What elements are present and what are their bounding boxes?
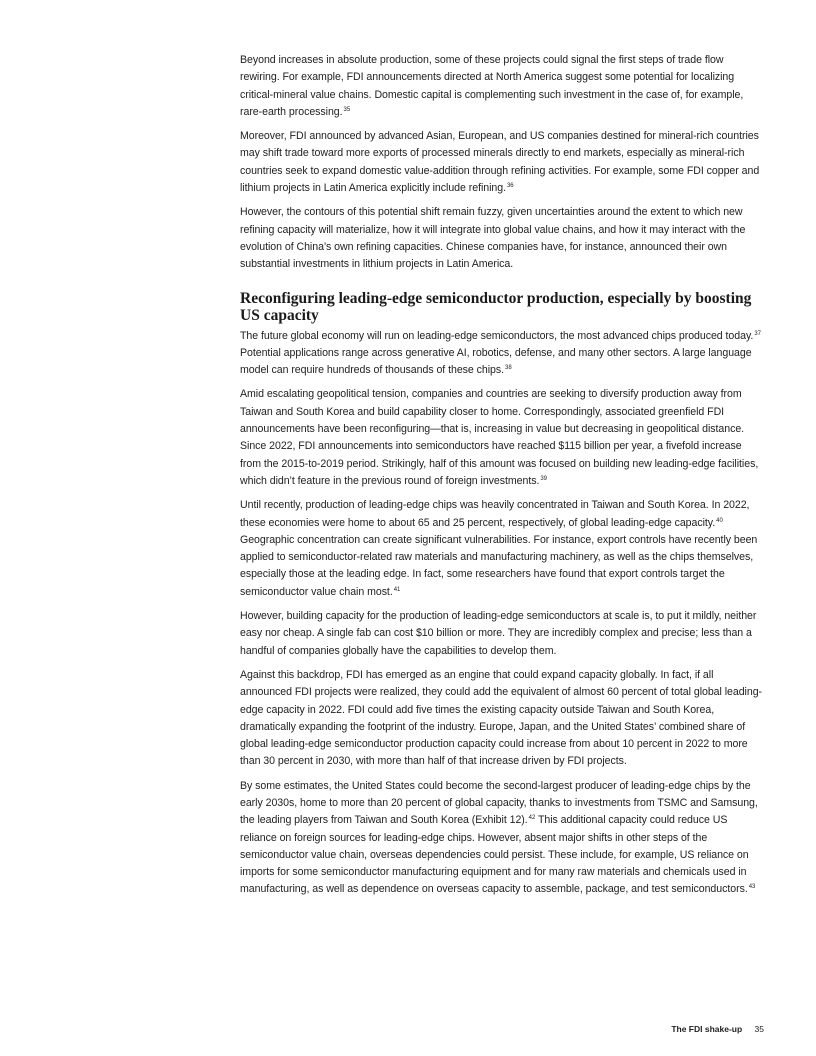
paragraph-text: This additional capacity could reduce US reliance on foreign sources for leading-edge chips. However, absent major shifts in other steps of the semiconductor value chain, overseas dependencies could persist. These include, for example, US reliance on imports for some semiconductor manufacturing equipment and for many raw materials and chemicals used in manufacturing, as well as dependence on overseas capacity to assemble, package, and test semiconductors. xyxy=(240,814,749,896)
paragraph-text: Until recently, production of leading-edge chips was heavily concentrated in Taiwan and South Korea. In 2022, these economies were home to about 65 and 25 percent, respectively, of global leading-edge capacity. xyxy=(240,499,750,529)
footer-title: The FDI shake-up xyxy=(671,1024,743,1034)
paragraph-building-capacity xyxy=(240,608,764,660)
paragraph-text: The future global economy will run on leading-edge semiconductors, the most advanced chips produced today. xyxy=(240,329,754,342)
paragraph-text: Geographic concentration can create significant vulnerabilities. For instance, export controls have recently been applied to semiconductor-related raw materials and manufacturing machinery, as well as the chips themselves, especially those at the leading edge. In fact, some researchers have found that export controls target the semiconductor value chain most. xyxy=(240,533,758,598)
section-heading: Reconfiguring leading-edge semiconductor production, especially by boosting US capacity xyxy=(240,289,752,324)
paragraph-text: Against this backdrop, FDI has emerged as an engine that could expand capacity globally. In fact, if all announced FDI projects were realized, they could add the equivalent of almost 60 percent of total global leading-edge capacity in 2022. FDI could add five times the existing capacity outside Taiwan and South Korea, dramatically expanding the footprint of the industry. Europe, Japan, and the United States’ combined share of global leading-edge semiconductor production capacity could increase from about 10 percent in 2022 to more than 30 percent in 2030, with more than half of that increase driven by FDI projects. xyxy=(240,668,763,768)
paragraph-contours xyxy=(240,204,764,273)
footnote-ref[interactable]: 36 xyxy=(507,183,514,190)
paragraph-trade-flow xyxy=(240,52,764,121)
paragraph-text: Potential applications range across generative AI, robotics, defense, and many other sectors. A large language model can require hundreds of thousands of these chips. xyxy=(240,346,752,377)
paragraph-concentration xyxy=(240,497,764,601)
footnote-ref[interactable]: 37 xyxy=(754,330,761,337)
article-body xyxy=(240,52,764,906)
footnote-ref[interactable]: 42 xyxy=(528,815,536,822)
footnote-ref[interactable]: 41 xyxy=(393,586,401,593)
paragraph-text: Beyond increases in absolute production, some of these projects could signal the first steps of trade flow rewiring. For example, FDI announcements directed at North America suggest some potential for localizing critical-mineral value chains. Domestic capital is complementing such investment in the case of, for example, rare-earth processing. xyxy=(240,54,744,118)
page-footer xyxy=(671,1024,764,1034)
paragraph-backdrop xyxy=(240,667,764,771)
paragraph-text: Amid escalating geopolitical tension, companies and countries are seeking to diversify production away from Taiwan and South Korea and build capability closer to home. Correspondingly, associated greenfield FDI announcements have been reconfiguring—that is, increasing in value but decreasing in geopolitical distance. Since 2022, FDI announcements into semiconductors have reached $115 billion per year, a fivefold increase from the 2015-to-2019 period. Strikingly, half of this amount was focused on building new leading-edge facilities, which didn’t feature in the previous round of foreign investments. xyxy=(240,388,759,487)
footnote-ref[interactable]: 43 xyxy=(748,884,756,891)
paragraph-text: However, the contours of this potential shift remain fuzzy, given uncertainties around the extent to which new refining capacity will materialize, how it will integrate into global value chains, and how it may interact with the evolution of China’s own refining capacities. Chinese companies have, for instance, announced their own substantial investments in lithium projects in Latin America. xyxy=(240,206,746,271)
page-number: 35 xyxy=(754,1024,764,1034)
paragraph-geopolitical-tension xyxy=(240,386,764,490)
footnote-ref[interactable]: 38 xyxy=(505,365,512,372)
paragraph-mineral-rich xyxy=(240,128,764,197)
footnote-ref[interactable]: 39 xyxy=(540,475,547,482)
footnote-ref[interactable]: 35 xyxy=(343,106,351,113)
footnote-ref[interactable]: 40 xyxy=(716,517,723,524)
paragraph-us-producer xyxy=(240,778,764,899)
paragraph-text: By some estimates, the United States could become the second-largest producer of leading-edge chips by the early 2030s, home to more than 20 percent of global capacity, thanks to investments from TSMC and Samsung, the leading players from Taiwan and South Korea (Exhibit 12). xyxy=(240,779,758,827)
paragraph-text: However, building capacity for the production of leading-edge semiconductors at scale is, to put it mildly, neither easy nor cheap. A single fab can cost $10 billion or more. They are incredibly complex and precise; less than a handful of companies globally have the capabilities to develop them. xyxy=(240,610,757,657)
paragraph-text: Moreover, FDI announced by advanced Asian, European, and US companies destined for mineral-rich countries may shift trade toward more exports of processed minerals directly to end markets, especially as mineral-rich countries seek to expand domestic value-addition through refining activities. For example, some FDI copper and lithium projects in Latin America explicitly include refining. xyxy=(240,130,760,195)
paragraph-future-economy xyxy=(240,328,764,380)
